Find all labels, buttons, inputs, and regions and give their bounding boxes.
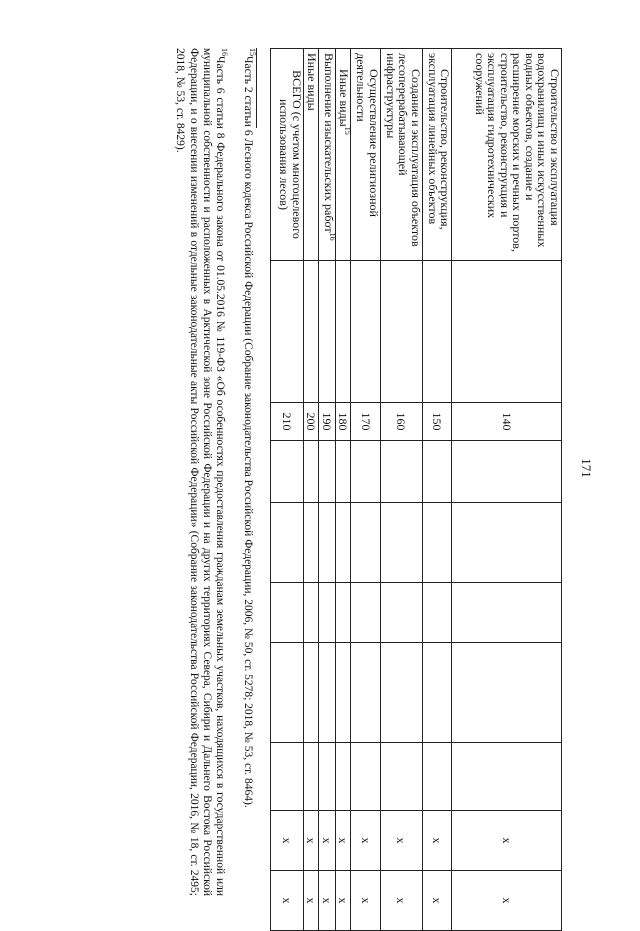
x-mark-cell: x xyxy=(452,871,562,931)
x-mark-cell: x xyxy=(303,811,318,871)
empty-cell xyxy=(319,503,335,583)
x-mark-cell: x xyxy=(319,811,335,871)
empty-cell xyxy=(271,441,304,503)
empty-cell xyxy=(319,743,335,811)
x-mark-cell: x xyxy=(303,871,318,931)
footnote-text: Часть 2 статьи 6 Лесного кодекса Российской Федерации (Собрание законодательства Российской Федерации, 2006, № 50, ст. 5278; 2018, № 53, ст. 8464). xyxy=(242,56,254,808)
empty-cell xyxy=(452,503,562,583)
row-code: 210 xyxy=(271,403,304,441)
empty-cell xyxy=(271,583,304,643)
table-row xyxy=(271,49,304,931)
row-label-cell xyxy=(380,49,422,261)
empty-cell xyxy=(452,261,562,403)
row-label: Осуществление религиозной деятельности xyxy=(354,53,381,217)
empty-cell xyxy=(380,503,422,583)
empty-cell xyxy=(351,643,381,743)
empty-cell xyxy=(380,643,422,743)
empty-cell xyxy=(303,261,318,403)
empty-cell xyxy=(335,643,350,743)
footnote-mark: 15 xyxy=(247,48,257,56)
table-row xyxy=(319,49,335,931)
row-label-cell xyxy=(335,49,353,261)
footnote-text: Часть 6 статьи 8 Федерального закона от 01.05.2016 № 119-ФЗ «Об особенностях предоставления гражданам земельных участков, находящихся в государственной или муниципальной собственности и расположенных в Арктической зоне Российской Федерации и на других территориях Севера, Сибири и Дальнего Востока Российской Федерации, и о внесении изменений в отдельные законодательные акты Российской Федерации» (Собрание законодательства Российской Федерации, 2016, № 18, ст. 2495; 2018, № 53, ст. 8429). xyxy=(174,48,226,896)
empty-cell xyxy=(335,261,350,403)
empty-cell xyxy=(303,643,318,743)
empty-cell xyxy=(303,743,318,811)
empty-cell xyxy=(271,643,304,743)
row-label: Строительство, реконструкция, эксплуатация линейных объектов xyxy=(425,53,453,230)
table-row xyxy=(380,49,422,931)
empty-cell xyxy=(452,743,562,811)
page-number: 171 xyxy=(579,458,594,478)
empty-cell xyxy=(380,261,422,403)
empty-cell xyxy=(271,743,304,811)
x-mark-cell: x xyxy=(380,811,422,871)
empty-cell xyxy=(303,503,318,583)
table-row xyxy=(351,49,381,931)
row-label: Иные виды xyxy=(305,53,320,111)
footnote-ref: 15 xyxy=(343,126,353,135)
row-code: 200 xyxy=(303,403,318,441)
x-mark-cell: x xyxy=(335,811,350,871)
row-code: 170 xyxy=(351,403,381,441)
table-row xyxy=(452,49,562,931)
empty-cell xyxy=(271,503,304,583)
row-label-cell xyxy=(422,49,452,261)
x-mark-cell: x xyxy=(319,871,335,931)
footnote-ref: 16 xyxy=(327,232,337,241)
empty-cell xyxy=(351,583,381,643)
row-code: 140 xyxy=(452,403,562,441)
empty-cell xyxy=(422,441,452,503)
empty-cell xyxy=(380,583,422,643)
footnote-15 xyxy=(241,48,257,896)
row-label-cell xyxy=(452,49,562,261)
table-body xyxy=(271,49,562,931)
empty-cell xyxy=(319,261,335,403)
empty-cell xyxy=(452,583,562,643)
x-mark-cell: x xyxy=(422,811,452,871)
row-code: 150 xyxy=(422,403,452,441)
empty-cell xyxy=(380,441,422,503)
empty-cell xyxy=(303,441,318,503)
row-code: 160 xyxy=(380,403,422,441)
row-code: 190 xyxy=(319,403,335,441)
table-row xyxy=(303,49,318,931)
row-label-cell xyxy=(303,49,318,261)
x-mark-cell: x xyxy=(335,871,350,931)
row-label-cell xyxy=(351,49,381,261)
x-mark-cell: x xyxy=(271,811,304,871)
row-label: Выполнение изыскательских работ xyxy=(321,53,336,233)
footnote-separator xyxy=(256,48,257,128)
row-label: ВСЕГО (с учетом многоцелевого использования лесов) xyxy=(277,70,304,239)
empty-cell xyxy=(351,261,381,403)
empty-cell xyxy=(319,583,335,643)
empty-cell xyxy=(303,583,318,643)
empty-cell xyxy=(351,441,381,503)
x-mark-cell: x xyxy=(380,871,422,931)
row-label-cell xyxy=(271,49,304,261)
table-row xyxy=(335,49,350,931)
empty-cell xyxy=(422,261,452,403)
x-mark-cell: x xyxy=(351,811,381,871)
footnote-16 xyxy=(173,48,229,896)
empty-cell xyxy=(452,441,562,503)
x-mark-cell: x xyxy=(422,871,452,931)
empty-cell xyxy=(380,743,422,811)
row-label: Строительство и эксплуатация водохранилищ и иных искусственных водных объектов, создание и расширение морских и речных портов, строительство, реконструкция и эксплуатация гидротехнических сооружений xyxy=(473,53,562,252)
row-label-cell xyxy=(319,49,335,261)
empty-cell xyxy=(319,441,335,503)
empty-cell xyxy=(422,743,452,811)
empty-cell xyxy=(335,743,350,811)
row-label: Создание и эксплуатация объектов лесоперерабатывающей инфраструктуры xyxy=(383,53,423,247)
row-label: Иные виды xyxy=(337,69,352,127)
empty-cell xyxy=(422,583,452,643)
x-mark-cell: x xyxy=(452,811,562,871)
empty-cell xyxy=(422,643,452,743)
x-mark-cell: x xyxy=(271,871,304,931)
empty-cell xyxy=(422,503,452,583)
empty-cell xyxy=(351,503,381,583)
table-row xyxy=(422,49,452,931)
empty-cell xyxy=(335,503,350,583)
empty-cell xyxy=(351,743,381,811)
lease-use-table xyxy=(270,48,562,931)
x-mark-cell: x xyxy=(351,871,381,931)
empty-cell xyxy=(319,643,335,743)
row-code: 180 xyxy=(335,403,350,441)
empty-cell xyxy=(335,583,350,643)
empty-cell xyxy=(452,643,562,743)
footnote-mark: 16 xyxy=(219,48,229,56)
empty-cell xyxy=(271,261,304,403)
empty-cell xyxy=(335,441,350,503)
